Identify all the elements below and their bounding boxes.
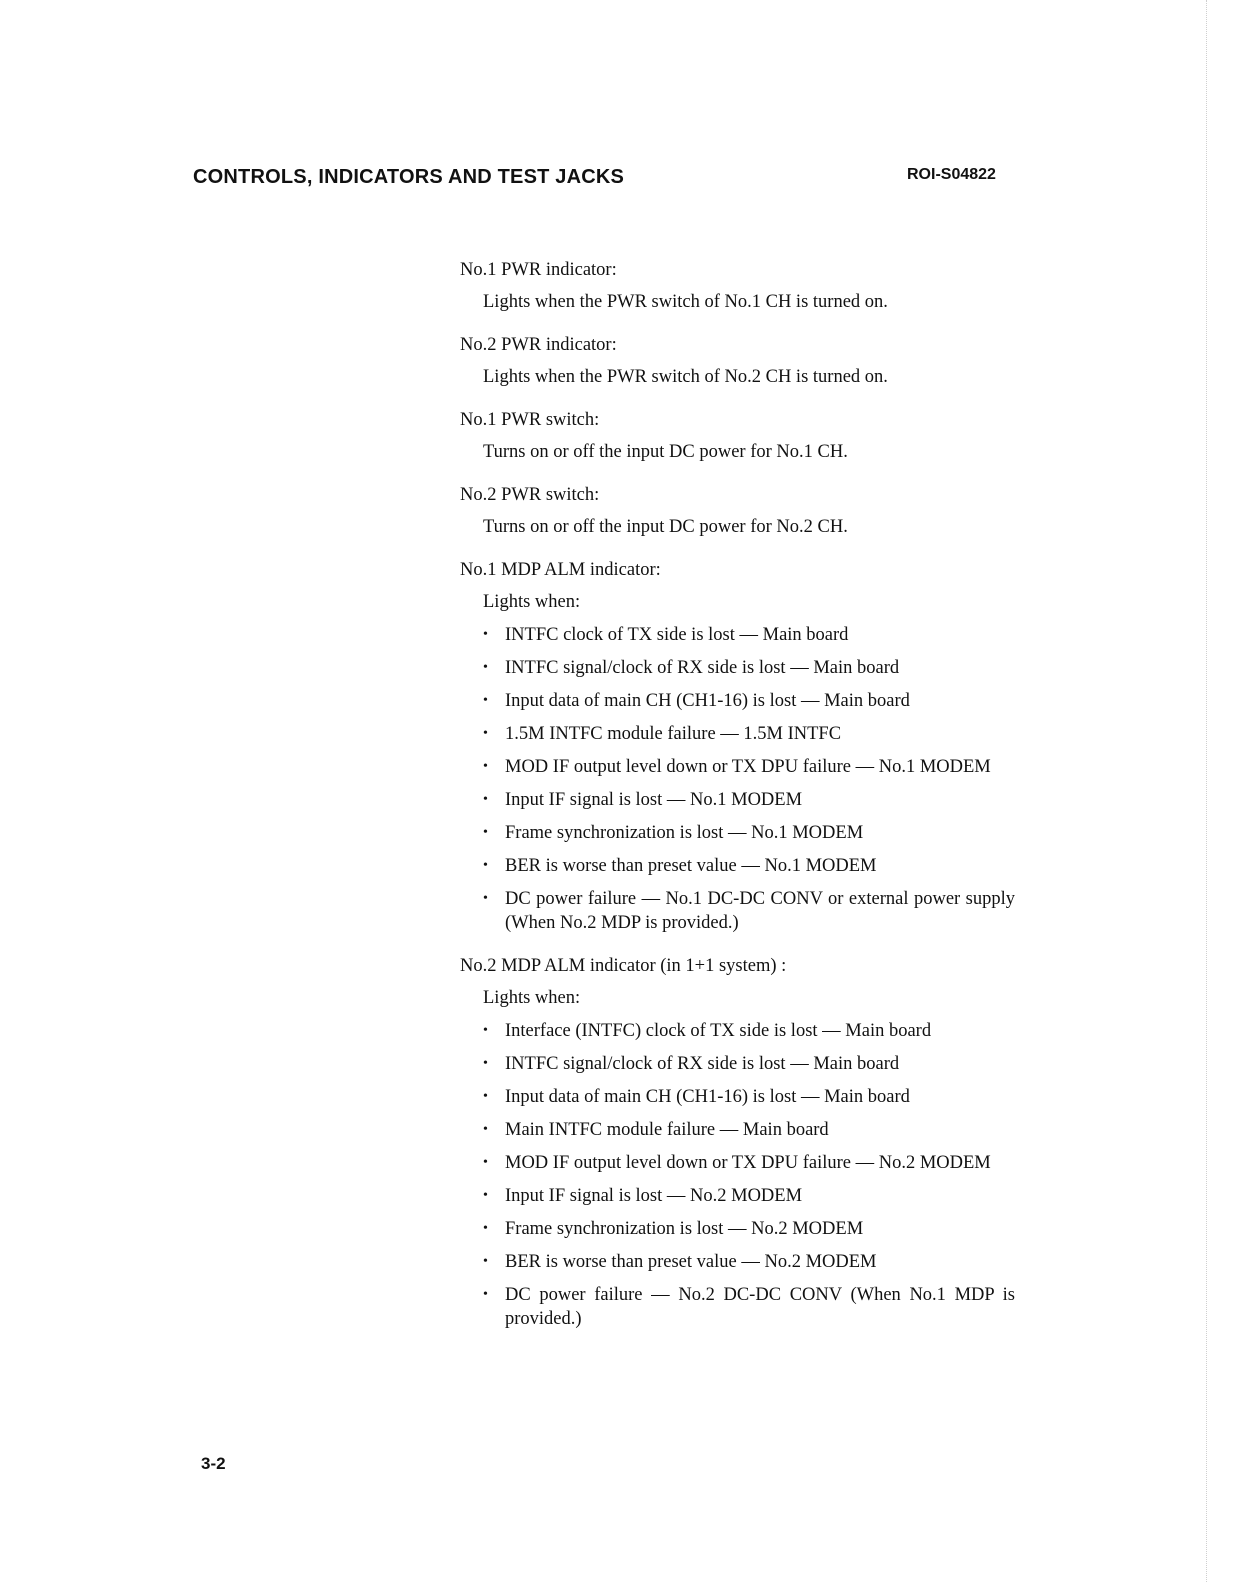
item-no2-pwr-indicator — [460, 333, 1015, 389]
list-item: • Input IF signal is lost — No.1 MODEM — [483, 788, 1015, 812]
list-item: • MOD IF output level down or TX DPU failure — No.2 MODEM — [483, 1151, 1015, 1175]
content-body — [460, 258, 1015, 1350]
item-no2-pwr-switch — [460, 483, 1015, 539]
list-item: • DC power failure — No.1 DC-DC CONV or external power supply (When No.2 MDP is provided.) — [483, 887, 1015, 935]
item-title: No.2 PWR switch: — [460, 485, 600, 505]
item-no1-pwr-switch — [460, 408, 1015, 464]
section-title: CONTROLS, INDICATORS AND TEST JACKS — [193, 166, 625, 188]
list-item: • Interface (INTFC) clock of TX side is lost — Main board — [483, 1019, 1015, 1043]
item-description: Lights when the PWR switch of No.1 CH is turned on. — [483, 292, 888, 312]
alarm-condition-list — [483, 623, 1015, 935]
item-description: Turns on or off the input DC power for No.2 CH. — [483, 517, 848, 537]
list-item: • Input data of main CH (CH1-16) is lost — Main board — [483, 689, 1015, 713]
list-item: • INTFC signal/clock of RX side is lost — Main board — [483, 1052, 1015, 1076]
item-description: Lights when the PWR switch of No.2 CH is turned on. — [483, 367, 888, 387]
document-id: ROI-S04822 — [907, 166, 996, 183]
list-item: • Frame synchronization is lost — No.2 MODEM — [483, 1217, 1015, 1241]
item-no1-pwr-indicator — [460, 258, 1015, 314]
list-item: • Input IF signal is lost — No.2 MODEM — [483, 1184, 1015, 1208]
item-title: No.2 PWR indicator: — [460, 335, 617, 355]
page-number: 3-2 — [201, 1454, 226, 1473]
item-description: Lights when: — [483, 592, 581, 612]
item-title: No.2 MDP ALM indicator (in 1+1 system) : — [460, 956, 787, 976]
item-description: Lights when: — [483, 988, 581, 1008]
list-item: • INTFC signal/clock of RX side is lost — Main board — [483, 656, 1015, 680]
list-item: • Main INTFC module failure — Main board — [483, 1118, 1015, 1142]
item-title: No.1 PWR switch: — [460, 410, 600, 430]
item-description: Turns on or off the input DC power for No.1 CH. — [483, 442, 848, 462]
list-item: • MOD IF output level down or TX DPU failure — No.1 MODEM — [483, 755, 1015, 779]
scan-edge-mark — [1206, 0, 1208, 1582]
list-item: • Frame synchronization is lost — No.1 MODEM — [483, 821, 1015, 845]
list-item: • INTFC clock of TX side is lost — Main board — [483, 623, 1015, 647]
list-item: • Input data of main CH (CH1-16) is lost — Main board — [483, 1085, 1015, 1109]
list-item: • DC power failure — No.2 DC-DC CONV (When No.1 MDP is provided.) — [483, 1283, 1015, 1331]
item-title: No.1 MDP ALM indicator: — [460, 560, 661, 580]
list-item: • BER is worse than preset value — No.2 MODEM — [483, 1250, 1015, 1274]
alarm-condition-list — [483, 1019, 1015, 1331]
item-title: No.1 PWR indicator: — [460, 260, 617, 280]
list-item: • BER is worse than preset value — No.1 MODEM — [483, 854, 1015, 878]
item-no1-mdp-alm-indicator — [460, 558, 1015, 935]
list-item: • 1.5M INTFC module failure — 1.5M INTFC — [483, 722, 1015, 746]
item-no2-mdp-alm-indicator — [460, 954, 1015, 1331]
